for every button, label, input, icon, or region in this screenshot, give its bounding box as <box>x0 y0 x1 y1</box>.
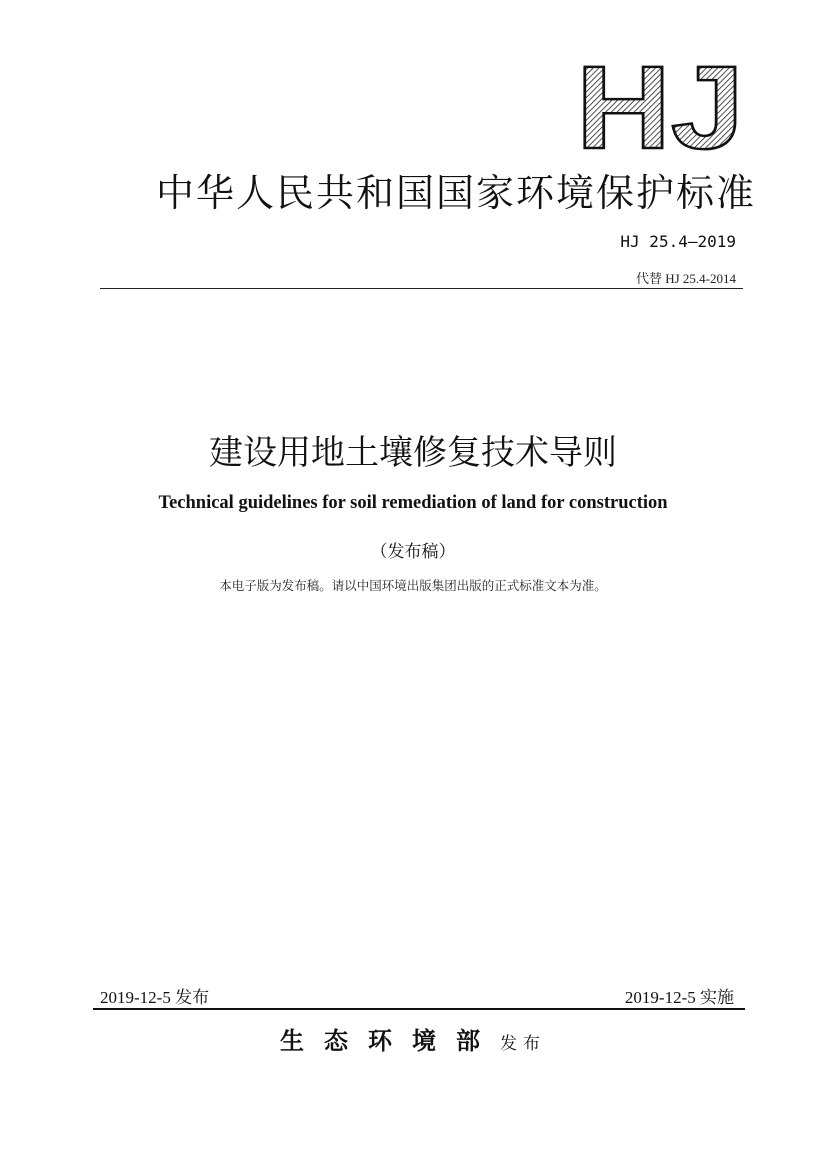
publisher-suffix: 发布 <box>500 1034 546 1054</box>
standard-title: 中华人民共和国国家环境保护标准 <box>155 171 756 215</box>
publisher-line <box>0 1021 826 1056</box>
hj-logo <box>576 62 746 154</box>
hj-logo-text: HJ <box>576 62 744 154</box>
standard-code: HJ 25.4—2019 <box>620 232 736 251</box>
footer-divider <box>93 1008 745 1010</box>
replaces-note: 代替 HJ 25.4-2014 <box>635 271 736 286</box>
draft-tag: （发布稿） <box>370 542 456 562</box>
document-title-cn: 建设用地土壤修复技术导则 <box>209 433 617 473</box>
implementation-date: 2019-12-5 实施 <box>624 988 734 1007</box>
document-title-en: Technical guidelines for soil remediation of land for construction <box>158 493 668 513</box>
header-divider <box>100 288 743 289</box>
publisher-name: 生态环境部 <box>280 1027 500 1055</box>
issue-date: 2019-12-5 发布 <box>100 988 210 1007</box>
edition-note: 本电子版为发布稿。请以中国环境出版集团出版的正式标准文本为准。 <box>219 578 607 593</box>
